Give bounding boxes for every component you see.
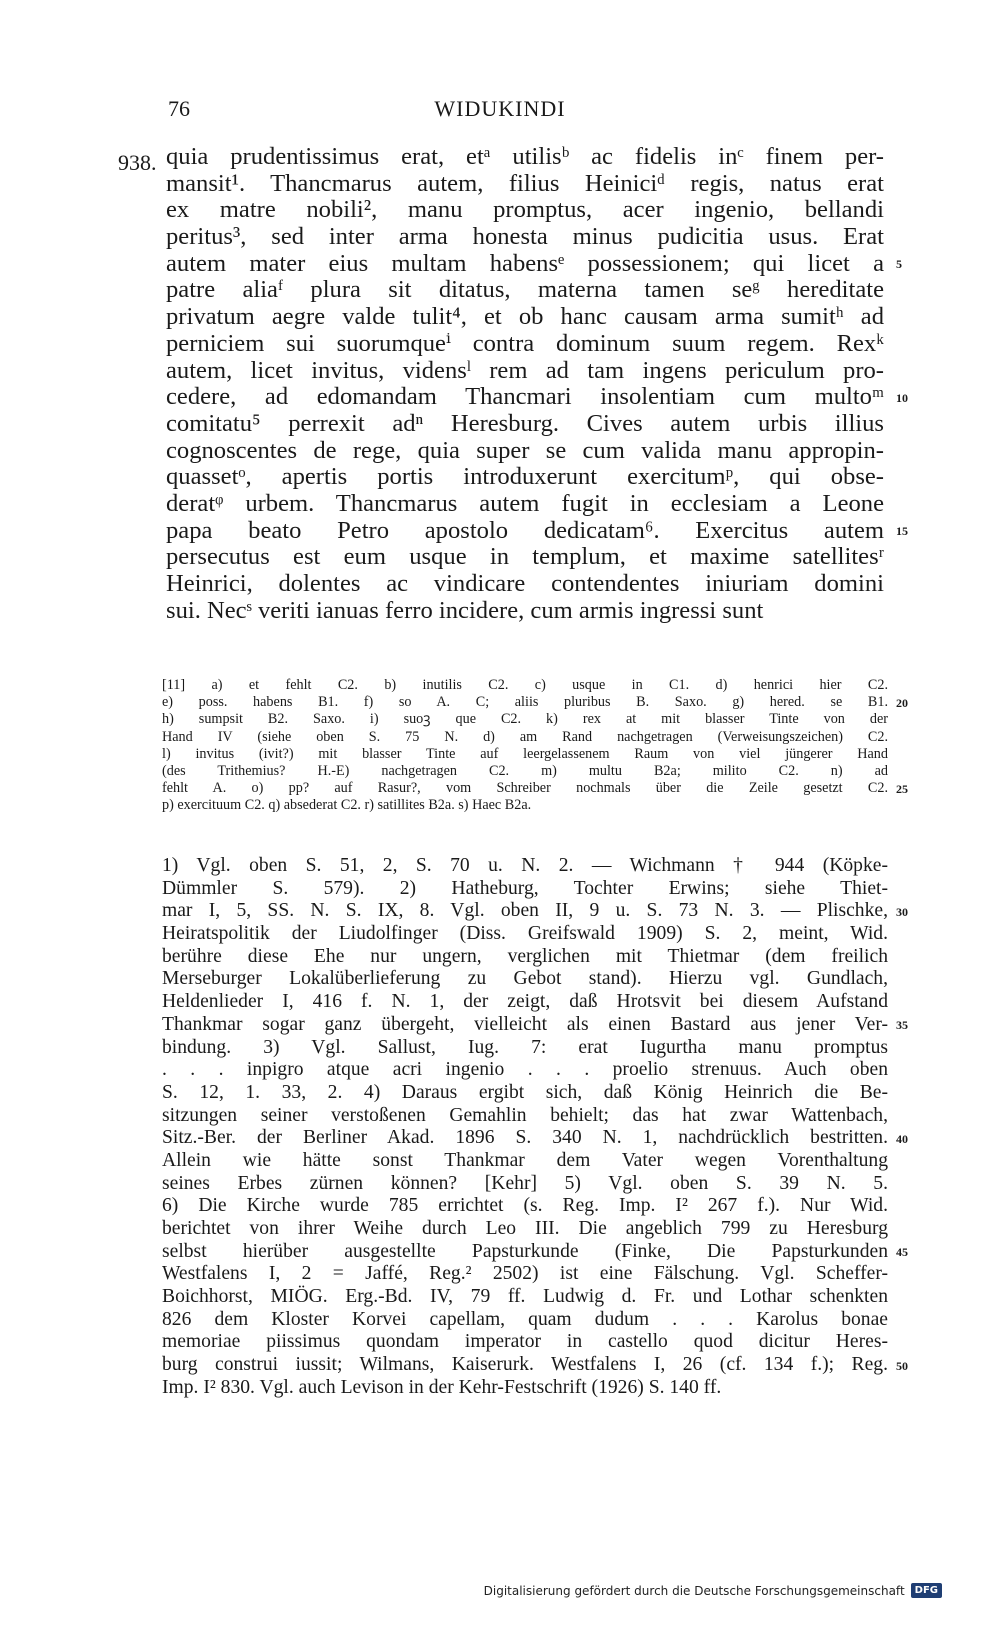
margin-line-number: 30 [896, 904, 908, 919]
note-line: Sitz.-Ber. der Berliner Akad. 1896 S. 340 N. 1, nachdrücklich bestritten. [162, 1127, 888, 1149]
note-line: 1) Vgl. oben S. 51, 2, S. 70 u. N. 2. — Wichmann † 944 (Köpke- [162, 855, 888, 876]
margin-line-number: 50 [896, 1358, 908, 1373]
note-line: berühre diese Ehe nur ungern, verglichen mit Thietmar (dem freilich [162, 945, 888, 967]
note-line: Heldenlieder I, 416 f. N. 1, der zeigt, daß Hrotsvit bei diesem Aufstand [162, 991, 888, 1013]
footer-credit-text: Digitalisierung gefördert durch die Deutsche Forschungsgemeinschaft [483, 1583, 905, 1598]
margin-year: 938. [118, 150, 157, 175]
margin-line-number: 25 [896, 781, 908, 796]
apparatus-line: l) invitus (ivit?) mit blasser Tinte auf leergelassenem Raum von viel jüngerer Hand [162, 745, 888, 762]
text-line: peritus³, sed inter arma honesta minus pudicitia usus. Erat [166, 223, 884, 251]
text-line: sui. Necˢ veriti ianuas ferro incidere, cum armis ingressi sunt [166, 596, 764, 624]
footer-credit [484, 1583, 942, 1598]
margin-line-number: 40 [896, 1131, 908, 1146]
note-line: burg construi iussit; Wilmans, Kaiserurk. Westfalens I, 26 (cf. 134 f.); Reg. [162, 1354, 888, 1376]
page-number: 76 [168, 96, 190, 121]
note-line: Dümmler S. 579). 2) Hatheburg, Tochter Erwins; siehe Thiet- [162, 877, 888, 899]
text-line: autem mater eius multam habensᵉ possessionem; qui licet a [166, 249, 884, 277]
text-line: cognoscentes de rege, quia super se cum valida manu appropin- [166, 436, 884, 464]
note-line: S. 12, 1. 33, 2. 4) Daraus ergibt sich, daß König Heinrich die Be- [162, 1081, 888, 1103]
apparatus-line: fehlt A. o) pp? auf Rasur?, vom Schreiber nochmals über die Zeile gesetzt C2. [162, 780, 888, 797]
note-line: selbst hierüber ausgestellte Papsturkunde (Finke, Die Papsturkunden [162, 1240, 888, 1262]
note-line: mar I, 5, SS. N. S. IX, 8. Vgl. oben II, 9 u. S. 73 N. 3. — Plischke, [162, 900, 888, 922]
main-text [166, 144, 884, 624]
text-line: persecutus est eum usque in templum, et maxime satellitesʳ [166, 543, 884, 571]
text-line: papa beato Petro apostolo dedicatam⁶. Exercitus autem [166, 516, 884, 544]
running-head: WIDUKINDI [434, 96, 566, 121]
text-line: perniciem sui suorumqueⁱ contra dominum suum regem. Rexᵏ [166, 329, 884, 357]
text-line: privatum aegre valde tulit⁴, et ob hanc causam arma sumitʰ ad [166, 303, 884, 331]
apparatus-line: e) poss. habens B1. f) so A. C; aliis pluribus B. Saxo. g) hered. se B1. [162, 694, 888, 711]
text-line: cedere, ad edomandam Thancmari insolentiam cum multoᵐ [166, 383, 884, 411]
footnotes [162, 855, 888, 1400]
apparatus-line: [11] a) et fehlt C2. b) inutilis C2. c) usque in C1. d) henrici hier C2. [162, 677, 888, 693]
text-line: comitatu⁵ perrexit adⁿ Heresburg. Cives autem urbis illius [166, 409, 884, 437]
text-line: mansit¹. Thancmarus autem, filius Heiniciᵈ regis, natus erat [166, 169, 884, 197]
note-line: Merseburger Lokalüberlieferung zu Gebot stand). Hierzu vgl. Gundlach, [162, 968, 888, 990]
apparatus-line: p) exercituum C2. q) absederat C2. r) satillites B2a. s) Haec B2a. [162, 797, 532, 814]
note-line: Allein wie hätte sonst Thankmar dem Vater wegen Vorenthaltung [162, 1149, 888, 1171]
note-line: 6) Die Kirche wurde 785 errichtet (s. Reg. Imp. I² 267 f.). Nur Wid. [162, 1195, 888, 1217]
note-line: . . . inpigro atque acri ingenio . . . proelio strenuus. Auch oben [162, 1059, 888, 1081]
margin-line-number: 20 [896, 695, 908, 710]
note-line: Heiratspolitik der Liudolfinger (Diss. Greifswald 1909) S. 2, meint, Wid. [162, 923, 888, 945]
note-line: sitzungen seiner verstoßenen Gemahlin behielt; das hat zwar Wattenbach, [162, 1104, 888, 1126]
note-line: Boichhorst, MIÖG. Erg.-Bd. IV, 79 ff. Ludwig d. Fr. und Lothar schenkten [162, 1286, 888, 1308]
text-line: quassetᵒ, apertis portis introduxerunt exercitumᵖ, qui obse- [166, 463, 884, 491]
note-line: Imp. I² 830. Vgl. auch Levison in der Kehr-Festschrift (1926) S. 140 ff. [162, 1376, 722, 1398]
text-line: autem, licet invitus, vidensˡ rem ad tam ingens periculum pro- [166, 356, 884, 384]
note-line: berichtet von ihrer Weihe durch Leo III. Die angeblich 799 zu Heresburg [162, 1218, 888, 1239]
text-line: quia prudentissimus erat, etᵃ utilisᵇ ac fidelis inᶜ finem per- [166, 143, 884, 170]
apparatus-line: Hand IV (siehe oben S. 75 N. d) am Rand nachgetragen (Verweisungszeichen) C2. [162, 728, 888, 745]
text-line: ex matre nobili², manu promptus, acer ingenio, bellandi [166, 196, 884, 224]
margin-line-number: 45 [896, 1245, 908, 1260]
note-line: seines Erbes zürnen können? [Kehr] 5) Vgl. oben S. 39 N. 5. [162, 1172, 888, 1194]
text-line: Heinrici, dolentes ac vindicare contendentes iniuriam domini [166, 570, 884, 597]
note-line: Westfalens I, 2 = Jaffé, Reg.² 2502) ist eine Fälschung. Vgl. Scheffer- [162, 1263, 888, 1285]
note-line: 826 dem Kloster Korvei capellam, quam dudum . . . Karolus bonae [162, 1308, 888, 1330]
margin-line-number: 15 [896, 524, 908, 539]
text-line: deratᵠ urbem. Thancmarus autem fugit in ecclesiam a Leone [166, 489, 884, 517]
margin-line-number: 5 [896, 257, 902, 272]
text-line: patre aliaᶠ plura sit ditatus, materna tamen seᵍ hereditate [166, 276, 884, 304]
note-line: bindung. 3) Vgl. Sallust, Iug. 7: erat Iugurtha manu promptus [162, 1036, 888, 1058]
margin-line-number: 10 [896, 390, 908, 405]
note-line: Thankmar sogar ganz übergeht, vielleicht als einen Bastard aus jener Ver- [162, 1013, 888, 1035]
note-line: memoriae piissimus quondam imperator in castello quod dicitur Heres- [162, 1331, 888, 1353]
apparatus-line: (des Trithemius? H.-E) nachgetragen C2. m) multu B2a; milito C2. n) ad [162, 762, 888, 779]
margin-line-number: 35 [896, 1018, 908, 1033]
critical-apparatus [162, 677, 888, 815]
apparatus-line: h) sumpsit B2. Saxo. i) suoꝫ que C2. k) rex at mit blasser Tinte von der [162, 711, 888, 728]
dfg-logo: DFG [911, 1583, 942, 1598]
